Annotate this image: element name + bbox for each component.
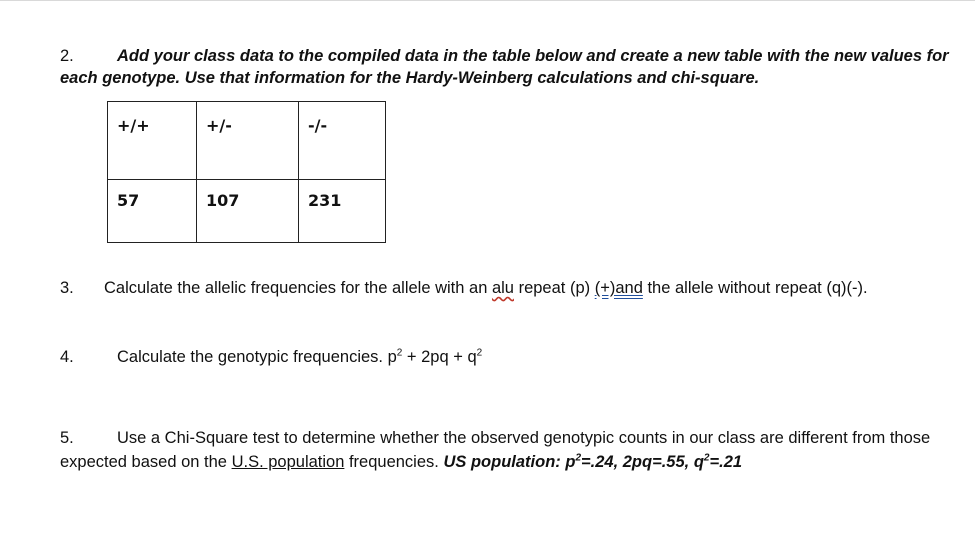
question-text-part: Calculate the genotypic frequencies. p (117, 348, 397, 366)
question-text-part: the allele without repeat (q)(-). (642, 279, 868, 297)
value-cell-heterozygous: 107 (197, 180, 299, 243)
spellcheck-word-alu[interactable]: alu (491, 279, 514, 297)
question-5 (60, 426, 960, 474)
table-header-row (108, 102, 386, 180)
header-cell-homozygous-minus: -/- (299, 102, 386, 180)
question-2 (60, 45, 960, 89)
question-text-part: Calculate the allelic frequencies for the allele with an (104, 279, 492, 297)
table-value-row (108, 180, 386, 243)
value-cell-homozygous-minus: 231 (299, 180, 386, 243)
genotype-table (107, 101, 386, 243)
bold-text-part: US population: p (443, 453, 576, 471)
superscript: 2 (396, 347, 403, 359)
question-4 (60, 346, 482, 368)
us-population-values (443, 453, 742, 471)
value-cell-homozygous-plus: 57 (108, 180, 197, 243)
bold-text-part: =.24, 2pq=.55, q (581, 453, 704, 471)
top-border (0, 0, 975, 1)
grammar-flag-plus-and[interactable]: (+)and (594, 279, 643, 297)
header-cell-homozygous-plus: +/+ (108, 102, 197, 180)
question-text-part: Use a Chi-Square test to determine whether the observed genotypic counts in our class are different from those expected based on the (60, 429, 931, 471)
header-cell-heterozygous: +/- (197, 102, 299, 180)
superscript: 2 (575, 452, 581, 464)
question-text-part: repeat (p) (514, 279, 595, 297)
question-number: 4. (60, 348, 74, 366)
question-text: Add your class data to the compiled data in the table below and create a new table with the new values for each genotype. Use that information for the Hardy-Weinberg calculations and chi-square. (60, 47, 949, 87)
question-text-part: frequencies. (344, 453, 444, 471)
question-number: 3. (60, 279, 74, 297)
question-3 (60, 277, 868, 299)
superscript: 2 (476, 347, 483, 359)
superscript: 2 (703, 452, 710, 464)
us-population-link[interactable]: U.S. population (231, 453, 345, 471)
question-number: 2. (60, 47, 74, 65)
bold-text-part: =.21 (709, 453, 743, 471)
question-text-part: + 2pq + q (402, 348, 477, 366)
question-number: 5. (60, 429, 74, 447)
